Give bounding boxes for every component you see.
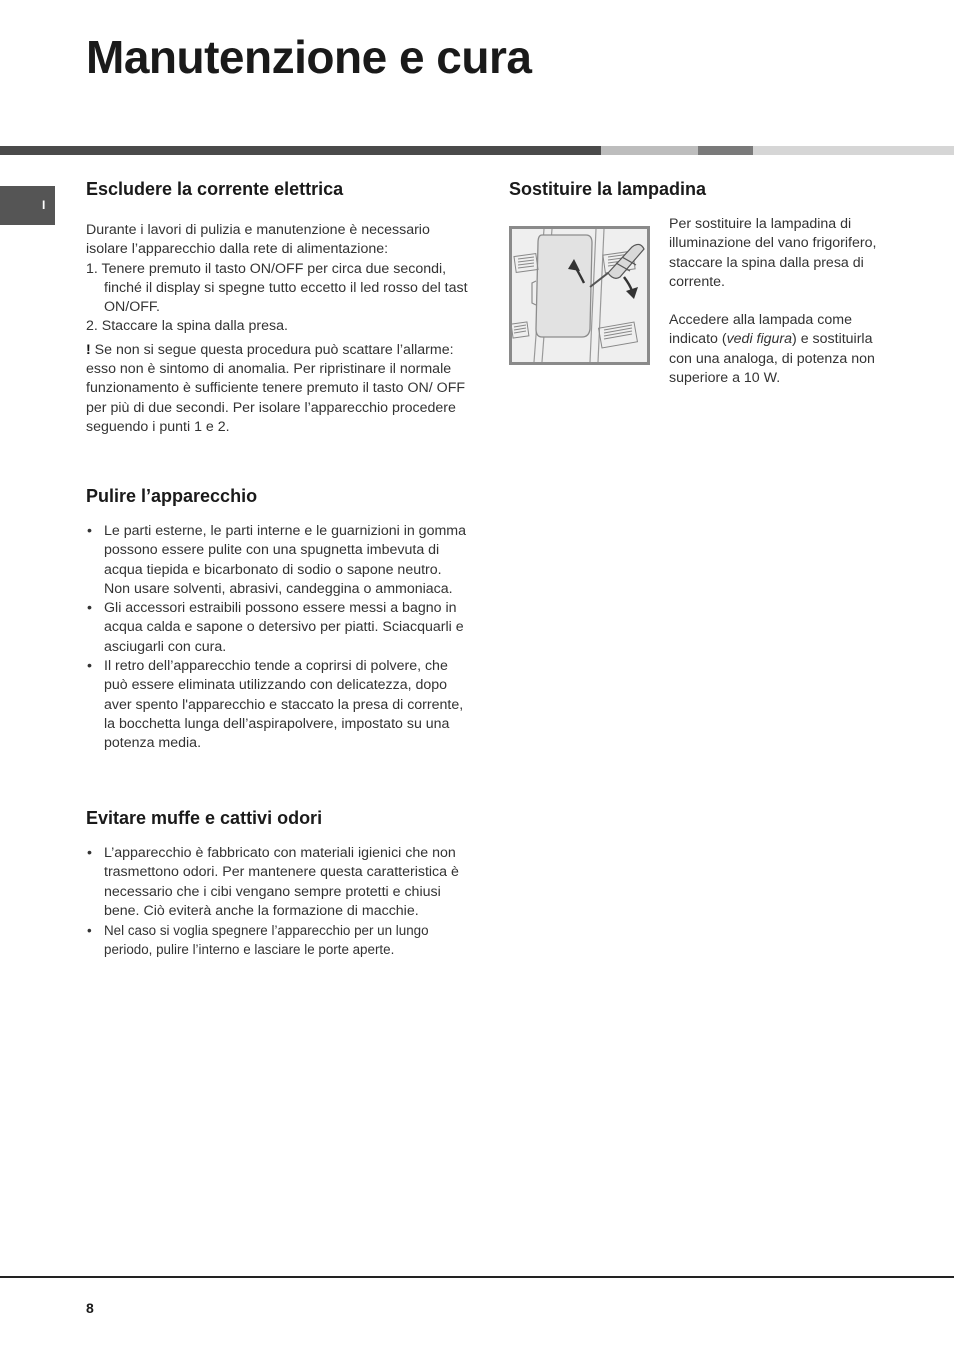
escludere-step-2: 2. Staccare la spina dalla presa. [86,318,288,335]
section-body-lampadina [669,215,899,388]
language-tab: I [0,186,55,225]
section-heading-pulire: Pulire l’apparecchio [86,486,258,506]
pulire-bullet-3: • Il retro dell’apparecchio tende a coprirsi di polvere, che può essere eliminata utilizzando con delicatezza, dopo aver spento l'apparecchio e staccato la presa di corrente, la bocchetta lunga dell’aspirapolvere, impostato su una potenza media. [86,657,470,753]
warning-icon: ! [86,341,91,358]
lampadina-para-2-italic: vedi figura [726,331,793,348]
pulire-bullet-1: • Le parti esterne, le parti interne e le guarnizioni in gomma possono essere pulite con una spugnetta imbevuta di acqua tiepida e bicarbonato di sodio o sapone neutro. Non usare solventi, abrasivi, candeggina o ammoniaca. [86,522,470,599]
lampadina-para-2-start: Accedere alla lampada come indicato ( [669,312,852,348]
lamp-replacement-figure [509,226,650,365]
page-title: Manutenzione e cura [86,31,532,83]
footer-rule [0,1276,954,1278]
lampadina-para-1: Per sostituire la lampadina di illuminazione del vano frigorifero, staccare la spina dalla presa di corrente. [669,216,877,290]
section-body-escludere [86,221,470,437]
escludere-warning-text: Se non si segue questa procedura può scattare l’allarme: esso non è sintomo di anomalia. Per ripristinare il normale funzionamento è sufficiente tenere premuto il tasto ON/ OFF per più di due secondi. Per isolare l’apparecchio procedere seguendo i punti 1 e 2. [86,341,466,435]
escludere-warning [86,341,470,437]
pulire-bullet-2: • Gli accessori estraibili possono essere messi a bagno in acqua calda e sapone o detersivo per piatti. Sciacquarli e asciugarli con cura. [86,599,470,657]
lampadina-para-2 [669,311,899,388]
evitare-bullet-2: • Nel caso si voglia spegnere l’apparecchio per un lungo periodo, pulire l’interno e lasciare le porte aperte. [86,921,470,960]
section-heading-lampadina: Sostituire la lampadina [509,179,707,199]
evitare-bullet-1: • L’apparecchio è fabbricato con materiali igienici che non trasmettono odori. Per mantenere questa caratteristica è necessario che i cibi vengano sempre protetti e chiusi bene. Ciò eviterà anche la formazione di macchie. [86,844,470,921]
section-heading-escludere: Escludere la corrente elettrica [86,179,344,199]
fridge-lamp-illustration [512,229,647,362]
escludere-intro: Durante i lavori di pulizia e manutenzione è necessario isolare l’apparecchio dalla rete di alimentazione: [86,222,430,258]
header-rule-mid [698,146,753,155]
section-body-evitare [86,844,470,960]
section-body-pulire [86,522,470,754]
section-heading-evitare: Evitare muffe e cattivi odori [86,808,323,828]
header-rule-light [601,146,698,155]
header-rule-dark [0,146,601,155]
page-number: 8 [86,1300,94,1316]
header-rule-pale [753,146,954,155]
escludere-step-1: 1. Tenere premuto il tasto ON/OFF per circa due secondi, finché il display si spegne tutto eccetto il led rosso del tast ON/OFF. [86,260,468,316]
lampadina-para-2-end: ) e sostituirla con una analoga, di potenza non superiore a 10 W. [669,331,875,387]
